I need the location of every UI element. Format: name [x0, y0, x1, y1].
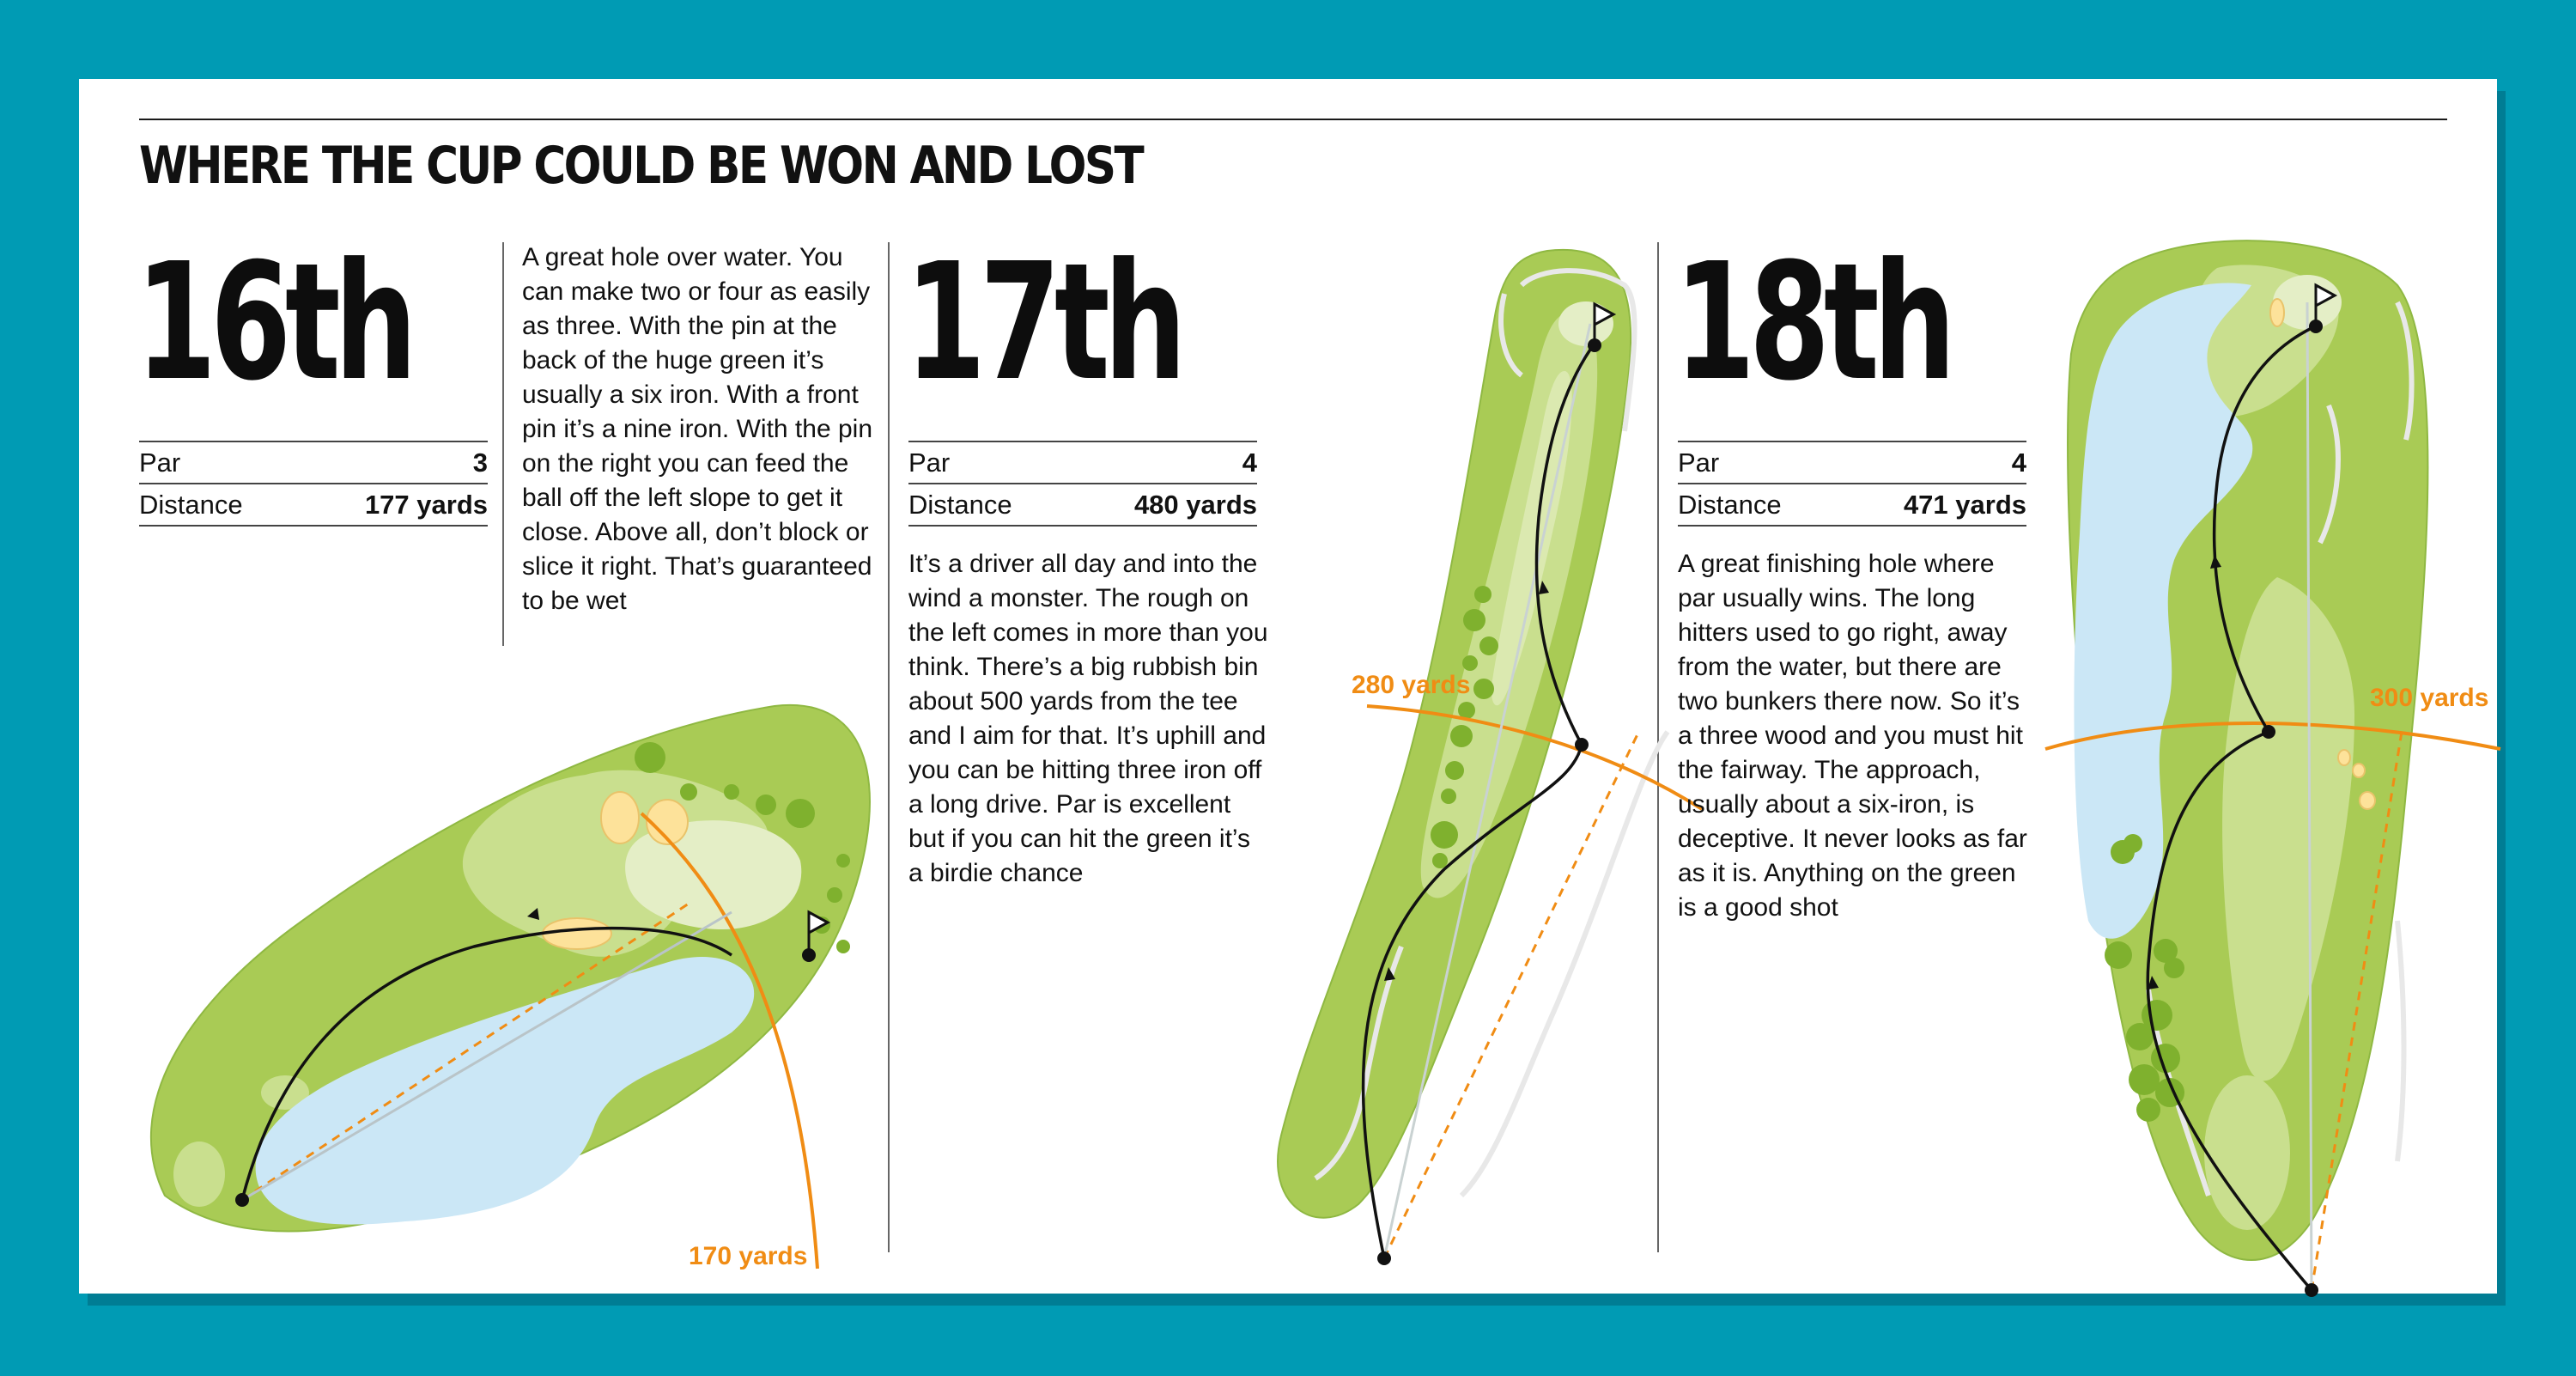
par-label: Par: [908, 447, 951, 478]
distance-value: 471 yards: [1903, 489, 2026, 520]
headline: WHERE THE CUP COULD BE WON AND LOST: [139, 136, 1143, 196]
infographic-card: [79, 79, 2497, 1294]
arc-label: 170 yards: [689, 1242, 808, 1270]
landing-marker: [1575, 738, 1589, 752]
par-value: 3: [472, 447, 488, 478]
arc-label: 300 yards: [2370, 684, 2489, 712]
hole-18-description: A great finishing hole where par usually wins. The long hitters used to go right, away from the water, but there are two bunkers there now. So it’s a three wood and you must hit the fairway. The approach, usually about a six-iron, is deceptive. It never looks as far as it is. Anything on the green is a good shot: [1678, 550, 2027, 922]
distance-label: Distance: [139, 489, 243, 520]
distance-row: [139, 484, 488, 527]
hole-16-stats: [139, 441, 488, 527]
hole-18-number: 18th: [1674, 228, 1950, 417]
hole-17-number: 17th: [905, 228, 1181, 417]
hole-16-map: [131, 663, 955, 1273]
distance-value: 177 yards: [364, 489, 488, 520]
tee-marker: [2305, 1283, 2318, 1297]
hole-17-stats: [908, 441, 1257, 527]
distance-label: Distance: [908, 489, 1012, 520]
arc-label: 280 yards: [1352, 671, 1471, 699]
distance-label: Distance: [1678, 489, 1782, 520]
hole-16-description: A great hole over water. You can make two or four as easily as three. With the pin at the back of the huge green it’s usually a six iron. With a front pin it’s a nine iron. With the pin on the right you can feed the ball off the left slope to get it close. Above all, don’t block or slice it right. That’s guaranteed to be wet: [522, 243, 873, 615]
landing-marker: [2262, 725, 2275, 739]
par-row: [1678, 442, 2026, 484]
distance-row: [908, 484, 1257, 527]
tee-marker: [235, 1193, 249, 1207]
top-rule: [139, 119, 2447, 120]
tee-marker: [1377, 1251, 1391, 1265]
hole-17-map: [1264, 234, 1710, 1282]
par-row: [908, 442, 1257, 484]
hole-17-description: It’s a driver all day and into the wind a monster. The rough on the left comes in more than you think. There’s a big rubbish bin about 500 yards from the tee and I aim for that. It’s uphill and you can be hitting three iron off a long drive. Par is excellent but if you can hit the green it’s a birdie chance: [908, 550, 1268, 887]
par-label: Par: [1678, 447, 1720, 478]
distance-row: [1678, 484, 2026, 527]
hole-16-number: 16th: [136, 228, 411, 417]
distance-value: 480 yards: [1133, 489, 1257, 520]
hole-18-map: [2037, 234, 2489, 1282]
par-value: 4: [1242, 447, 1257, 478]
par-value: 4: [2011, 447, 2026, 478]
par-label: Par: [139, 447, 181, 478]
hole-18-stats: [1678, 441, 2026, 527]
par-row: [139, 442, 488, 484]
column-divider: [502, 242, 504, 646]
